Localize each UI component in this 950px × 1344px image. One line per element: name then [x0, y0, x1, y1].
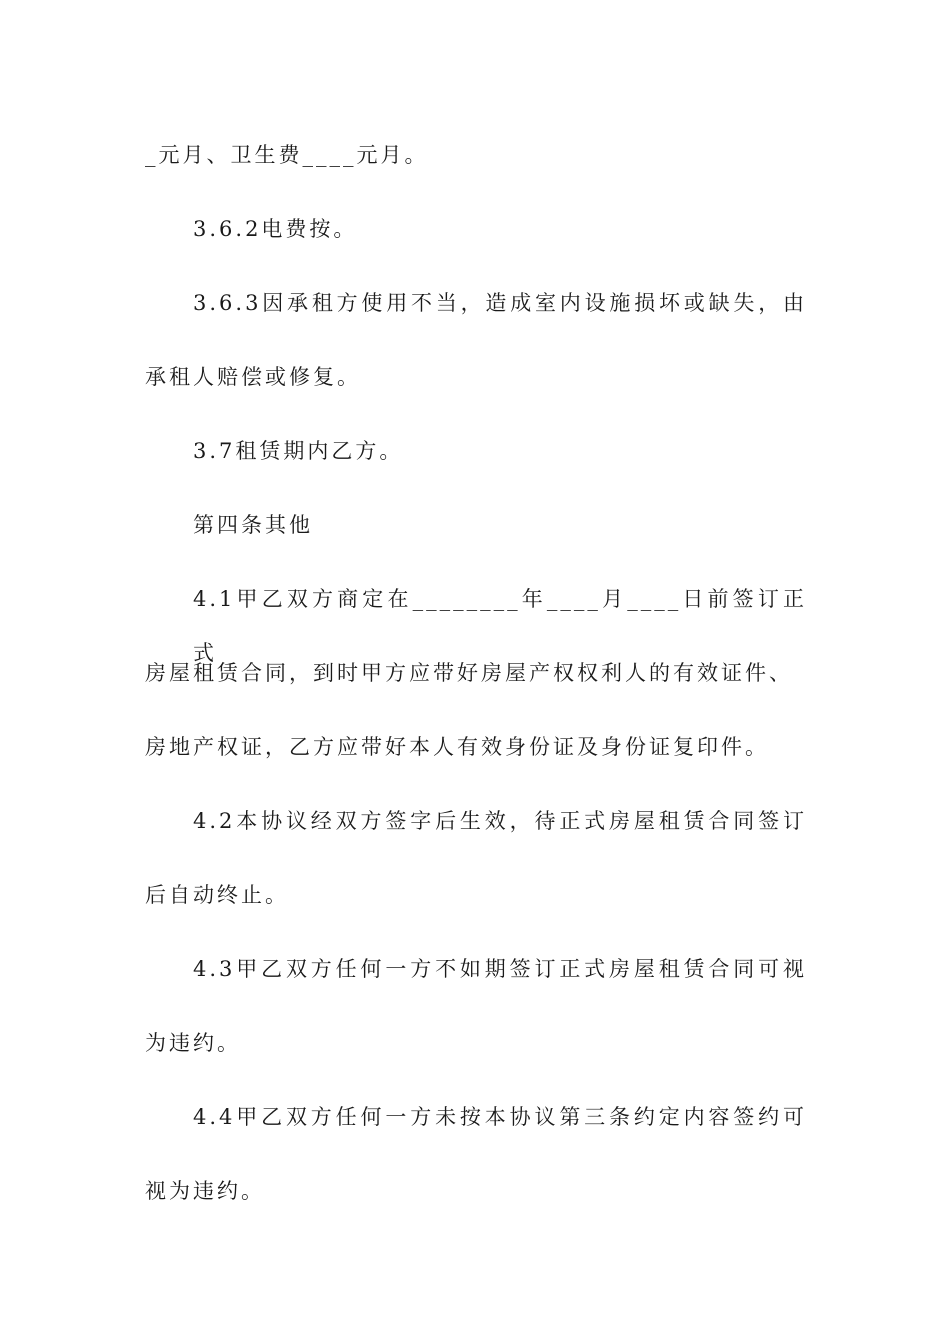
clause-4-3: 4.3甲乙双方任何一方不如期签订正式房屋租赁合同可视 [193, 957, 807, 981]
text-line: 房地产权证，乙方应带好本人有效身份证及身份证复印件。 [145, 735, 769, 759]
text-line: 房屋租赁合同，到时甲方应带好房屋产权权利人的有效证件、 [145, 661, 793, 685]
text-line: 视为违约。 [145, 1179, 265, 1203]
clause-4-1: 4.1甲乙双方商定在________年____月____日前签订正式 [193, 587, 807, 665]
clause-3-7: 3.7租赁期内乙方。 [193, 439, 404, 463]
text-line: _元月、卫生费____元月。 [145, 143, 429, 167]
clause-3-6-3: 3.6.3因承租方使用不当，造成室内设施损坏或缺失，由 [193, 291, 807, 315]
clause-4-4: 4.4甲乙双方任何一方未按本协议第三条约定内容签约可 [193, 1105, 807, 1129]
document-body [145, 128, 807, 1238]
text-line: 为违约。 [145, 1031, 241, 1055]
article-4-heading: 第四条其他 [193, 513, 313, 537]
clause-4-2: 4.2本协议经双方签字后生效，待正式房屋租赁合同签订 [193, 809, 807, 833]
clause-3-6-2: 3.6.2电费按。 [193, 217, 358, 241]
text-line: 承租人赔偿或修复。 [145, 365, 361, 389]
text-line: 后自动终止。 [145, 883, 289, 907]
